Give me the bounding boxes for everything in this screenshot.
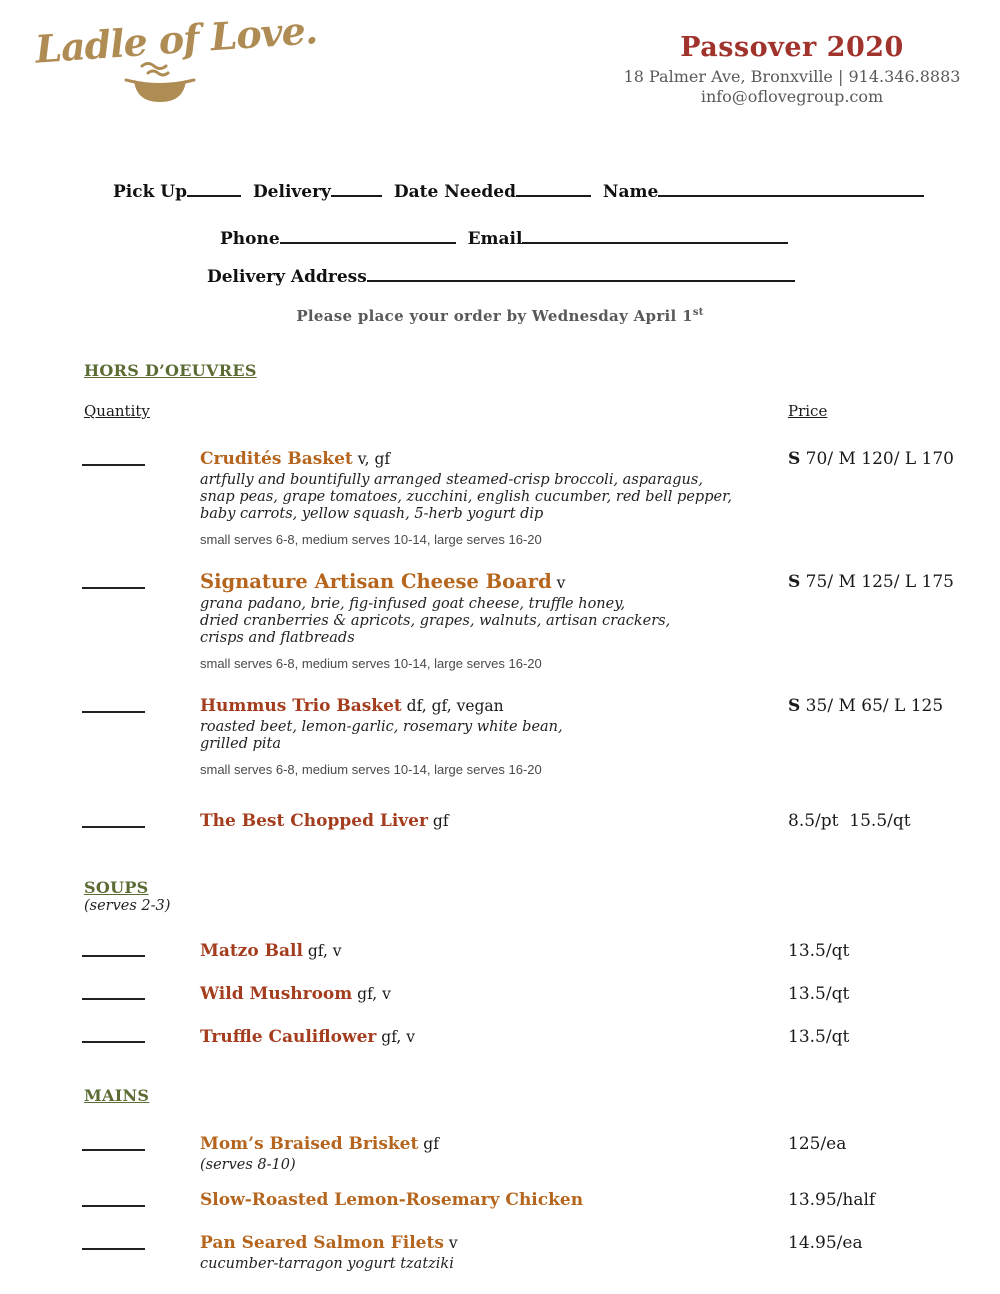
quantity-column-label: Quantity: [84, 402, 150, 420]
menu-item: [84, 1133, 960, 1174]
section-title-hors: HORS D’OEUVRES: [84, 361, 257, 380]
pickup-blank: [187, 183, 241, 197]
item-name: Signature Artisan Cheese Board: [200, 570, 552, 593]
item-serving-note: small serves 6-8, medium serves 10-14, large serves 16-20: [200, 762, 542, 777]
item-description-line: baby carrots, yellow squash, 5-herb yogurt dip: [200, 506, 544, 522]
delivery-label: Delivery: [252, 182, 331, 202]
header-contact-block: [622, 22, 962, 107]
item-diet-tags: df, gf, vegan: [401, 697, 504, 715]
page-title: Passover 2020: [680, 32, 904, 63]
item-diet-tags: gf: [418, 1135, 439, 1153]
address-line: 18 Palmer Ave, Bronxville | 914.346.8883: [623, 67, 961, 86]
date-needed-blank: [516, 183, 591, 197]
section-hors: [84, 361, 960, 832]
item-price: [788, 811, 911, 831]
form-line-3: [207, 267, 1000, 287]
quantity-blank: [82, 998, 145, 1000]
item-price: [788, 696, 943, 716]
item-diet-tags: v, gf: [352, 450, 391, 468]
item-name: Truffle Cauliflower: [200, 1027, 377, 1047]
quantity-blank: [82, 1041, 145, 1043]
quantity-blank: [82, 955, 145, 957]
logo-text: Ladle of Love.: [33, 7, 319, 72]
price-text: 13.5/qt: [788, 1027, 850, 1047]
price-text: 13.5/qt: [788, 984, 850, 1004]
item-diet-tags: gf, v: [376, 1028, 416, 1046]
price-text: 13.5/qt: [788, 941, 850, 961]
quantity-blank: [82, 464, 145, 466]
item-price: [788, 984, 849, 1004]
phone-blank: [280, 230, 456, 244]
quantity-blank: [82, 1205, 145, 1207]
order-deadline-note: Please place your order by Wednesday April 1st: [296, 307, 704, 325]
item-description-line: grilled pita: [200, 736, 281, 752]
menu-item: [84, 940, 960, 962]
item-description-line: grana padano, brie, fig-infused goat cheese, truffle honey,: [200, 596, 626, 612]
email-line: info@oflovegroup.com: [700, 87, 884, 106]
item-description-line: (serves 8-10): [200, 1157, 296, 1173]
item-price: [788, 1233, 863, 1253]
quantity-blank: [82, 1248, 145, 1250]
item-name: Crudités Basket: [200, 449, 353, 469]
item-serving-note: small serves 6-8, medium serves 10-14, large serves 16-20: [200, 656, 542, 671]
item-diet-tags: v: [443, 1234, 458, 1252]
menu-item: [84, 695, 960, 777]
section-soups: [84, 878, 960, 1048]
menu-item: [84, 1189, 960, 1211]
item-description-line: artfully and bountifully arranged steamed-crisp broccoli, asparagus,: [200, 472, 703, 488]
price-column-label: Price: [788, 402, 828, 420]
delivery-address-blank: [367, 268, 795, 282]
email-label: Email: [467, 229, 523, 249]
item-price: [788, 449, 954, 469]
section-items: [84, 1133, 960, 1273]
section-items: [84, 940, 960, 1048]
item-diet-tags: gf, v: [352, 985, 391, 1003]
item-name: Matzo Ball: [200, 941, 303, 961]
item-name: Hummus Trio Basket: [200, 696, 402, 716]
quantity-blank: [82, 711, 145, 713]
item-name: Slow-Roasted Lemon-Rosemary Chicken: [200, 1190, 584, 1210]
price-size-prefix: S: [788, 449, 801, 469]
section-subtitle: (serves 2-3): [84, 898, 171, 914]
item-price: [788, 1190, 875, 1210]
item-description-line: cucumber-tarragon yogurt tzatziki: [200, 1256, 454, 1272]
menu-item: [84, 571, 960, 671]
menu-item: [84, 810, 960, 832]
price-size-prefix: S: [788, 572, 801, 592]
item-diet-tags: v: [551, 574, 566, 592]
price-text: 125/ea: [788, 1134, 847, 1154]
price-text: 35/ M 65/ L 125: [800, 696, 944, 716]
item-description-line: crisps and flatbreads: [200, 630, 355, 646]
form-line-2: [220, 229, 1000, 249]
menu-sections: [0, 361, 1000, 1273]
price-text: 8.5/pt 15.5/qt: [788, 811, 911, 831]
quantity-blank: [82, 1149, 145, 1151]
item-price: [788, 941, 849, 961]
price-text: 14.95/ea: [788, 1233, 863, 1253]
menu-item: [84, 448, 960, 547]
item-price: [788, 1027, 849, 1047]
price-text: 70/ M 120/ L 170: [800, 449, 954, 469]
columns-header: [84, 402, 960, 420]
price-text: 13.95/half: [788, 1190, 876, 1210]
name-blank: [658, 183, 924, 197]
section-title-mains: MAINS: [84, 1086, 150, 1105]
ladle-of-love-logo: [33, 7, 319, 108]
item-description-line: roasted beet, lemon-garlic, rosemary white bean,: [200, 719, 563, 735]
menu-item: [84, 983, 960, 1005]
pickup-label: Pick Up: [113, 182, 188, 202]
item-name: The Best Chopped Liver: [200, 811, 428, 831]
date-needed-label: Date Needed: [393, 182, 516, 202]
quantity-blank: [82, 826, 145, 828]
item-diet-tags: gf: [427, 812, 449, 830]
delivery-address-label: Delivery Address: [207, 267, 367, 287]
section-title-soups: SOUPS: [84, 878, 149, 897]
email-blank: [522, 230, 788, 244]
menu-item: [84, 1232, 960, 1273]
delivery-blank: [331, 183, 382, 197]
item-price: [788, 1134, 846, 1154]
form-line-1: [113, 182, 1000, 202]
item-price: [788, 572, 954, 592]
phone-label: Phone: [220, 229, 280, 249]
item-description-line: snap peas, grape tomatoes, zucchini, english cucumber, red bell pepper,: [200, 489, 733, 505]
name-label: Name: [602, 182, 659, 202]
quantity-blank: [82, 587, 145, 589]
item-serving-note: small serves 6-8, medium serves 10-14, large serves 16-20: [200, 532, 542, 547]
item-name: Wild Mushroom: [200, 984, 353, 1004]
item-description-line: dried cranberries & apricots, grapes, walnuts, artisan crackers,: [200, 613, 671, 629]
item-diet-tags: gf, v: [302, 942, 342, 960]
page-header: [0, 0, 1000, 140]
section-items: [84, 448, 960, 832]
price-size-prefix: S: [788, 696, 801, 716]
order-form: [0, 182, 1000, 287]
item-name: Pan Seared Salmon Filets: [200, 1233, 444, 1253]
item-name: Mom’s Braised Brisket: [200, 1134, 419, 1154]
menu-item: [84, 1026, 960, 1048]
section-mains: [84, 1086, 960, 1273]
price-text: 75/ M 125/ L 175: [800, 572, 954, 592]
